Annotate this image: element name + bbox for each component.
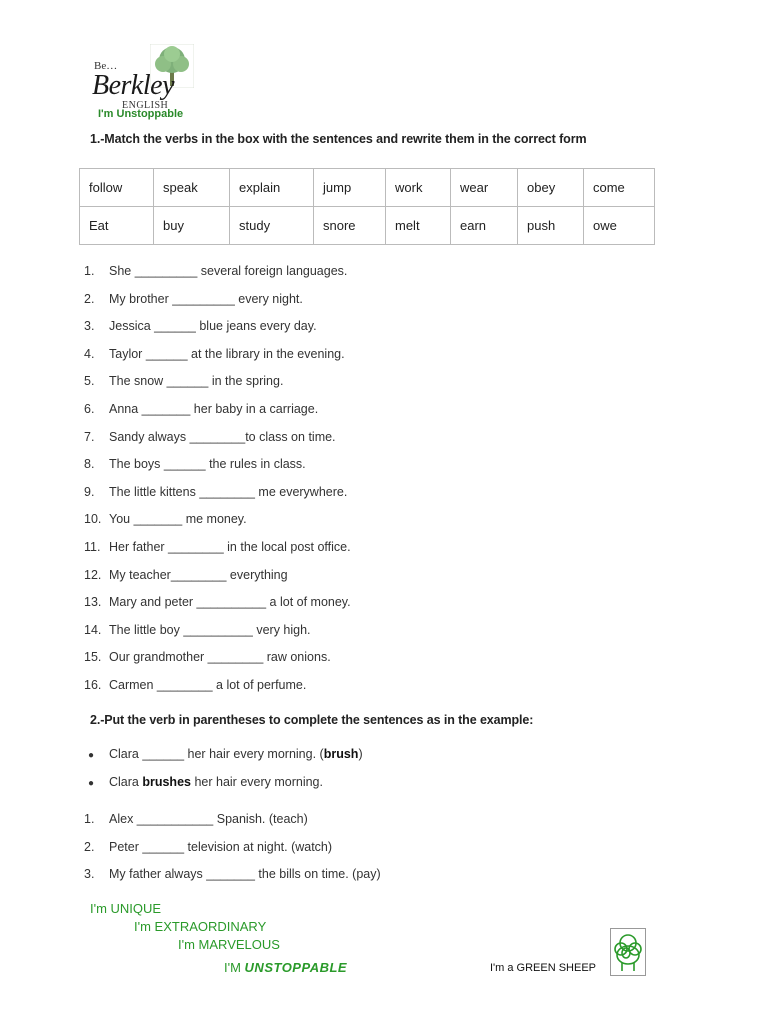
list-item [84,291,351,319]
logo-sub: ENGLISH [122,100,169,111]
verb-cell: jump [314,169,386,207]
item-number: 10. [84,512,102,527]
footer-unstoppable [224,960,347,975]
footer-extraordinary: I'm EXTRAORDINARY [134,919,267,934]
section1-sentences [84,263,351,705]
verb-cell: obey [518,169,584,207]
bullet-icon: ● [88,750,95,761]
verb-row [80,169,655,207]
list-item [84,318,351,346]
footer-marvelous: I'm MARVELOUS [178,937,280,952]
example-text: Clara ______ her hair every morning. ( [109,747,324,761]
item-text: My father always _______ the bills on time. (pay) [109,867,381,882]
section2-heading: 2.-Put the verb in parentheses to complete the sentences as in the example: [90,713,534,727]
item-text: The little boy __________ very high. [109,622,311,637]
item-number: 3. [84,867,95,882]
logo-brand: Berkley [92,70,174,101]
item-number: 4. [84,346,95,361]
item-number: 8. [84,457,95,472]
verb-cell: study [230,207,314,245]
footer-unique: I'm UNIQUE [90,901,162,916]
sheep-icon [610,928,646,976]
list-item [84,263,351,291]
logo-tagline: I'm Unstoppable [98,108,184,120]
item-text: The little kittens ________ me everywhere. [109,484,348,499]
item-number: 9. [84,484,95,499]
verb-cell: owe [584,207,655,245]
example-verb: brush [323,747,359,761]
verb-cell: follow [80,169,154,207]
item-text: Our grandmother ________ raw onions. [109,650,331,665]
item-number: 13. [84,595,102,610]
list-item [84,484,351,512]
item-number: 2. [84,291,95,306]
verb-cell: speak [154,169,230,207]
item-text: Carmen ________ a lot of perfume. [109,677,307,692]
item-text: My teacher________ everything [109,567,288,582]
item-text: The boys ______ the rules in class. [109,457,306,472]
list-item [84,839,381,867]
bullet-icon: ● [88,778,95,789]
item-text: Jessica ______ blue jeans every day. [109,319,317,334]
item-number: 5. [84,374,95,389]
list-item [84,511,351,539]
berkley-logo [88,44,208,120]
item-number: 12. [84,567,102,582]
item-text: The snow ______ in the spring. [109,374,284,389]
item-number: 16. [84,677,102,692]
item-number: 1. [84,264,95,278]
list-item [84,346,351,374]
item-number: 11. [84,539,101,554]
list-item [84,456,351,484]
item-text: Anna _______ her baby in a carriage. [109,401,319,416]
section2-sentences [84,811,381,894]
item-text: Sandy always ________to class on time. [109,429,336,444]
item-text: Taylor ______ at the library in the evening. [109,346,345,361]
logo-be: Be… [94,60,118,72]
item-text: Her father ________ in the local post office. [109,539,351,554]
green-sheep-label: I'm a GREEN SHEEP [490,962,597,974]
list-item [84,401,351,429]
example-item [88,746,363,774]
item-text: She _________ several foreign languages. [109,264,348,278]
section1-heading: 1.-Match the verbs in the box with the sentences and rewrite them in the correct form [90,132,587,146]
list-item [84,594,351,622]
item-number: 14. [84,622,102,637]
list-item [84,649,351,677]
list-item [84,866,381,894]
verb-cell: Eat [80,207,154,245]
verb-cell: snore [314,207,386,245]
item-number: 3. [84,319,95,334]
example-item [88,774,363,802]
example-list [88,746,363,802]
list-item [84,567,351,595]
verb-row [80,207,655,245]
list-item [84,373,351,401]
verb-cell: melt [386,207,451,245]
item-text: You _______ me money. [109,512,247,527]
item-text: My brother _________ every night. [109,291,303,306]
footer-unstoppable-prefix: I'M [224,960,245,975]
verb-cell: earn [451,207,518,245]
verb-cell: explain [230,169,314,207]
list-item [84,811,381,839]
verb-cell: push [518,207,584,245]
verb-cell: buy [154,207,230,245]
item-number: 15. [84,650,102,665]
item-number: 2. [84,839,95,854]
item-number: 7. [84,429,95,444]
list-item [84,539,351,567]
item-number: 6. [84,401,95,416]
item-text: Peter ______ television at night. (watch) [109,839,333,854]
verb-cell: wear [451,169,518,207]
example-verb: brushes [142,775,191,789]
verb-cell: work [386,169,451,207]
list-item [84,677,351,705]
verb-box [79,168,655,245]
example-text: her hair every morning. [190,775,323,789]
verb-cell: come [584,169,655,207]
footer-unstoppable-word: UNSTOPPABLE [244,960,348,975]
list-item [84,622,351,650]
item-text: Mary and peter __________ a lot of money. [109,595,351,610]
item-number: 1. [84,812,95,826]
example-text: ) [358,747,363,761]
list-item [84,429,351,457]
example-text: Clara [109,775,143,789]
item-text: Alex ___________ Spanish. (teach) [109,812,308,826]
